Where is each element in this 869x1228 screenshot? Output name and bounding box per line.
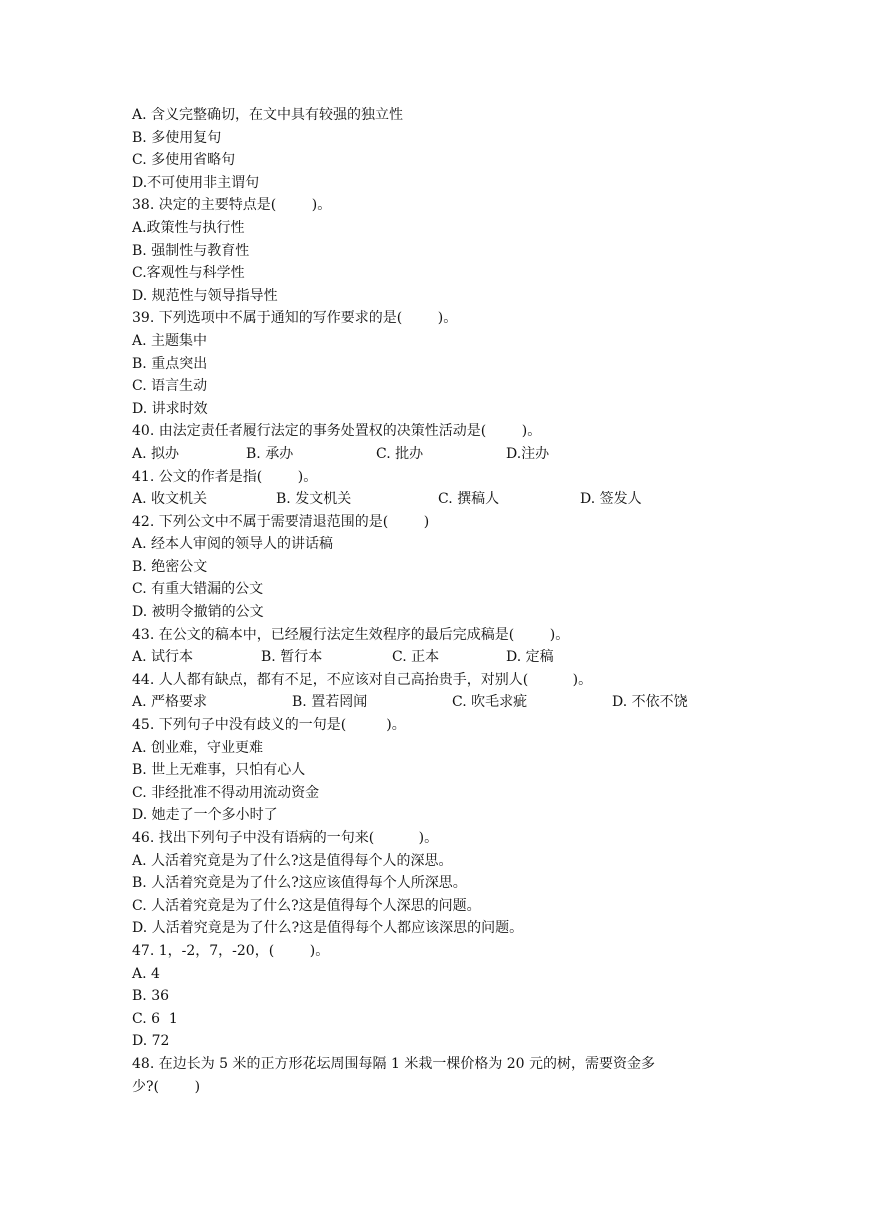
q41-option-a: A. 收文机关: [132, 491, 208, 508]
q41-option-c: C. 撰稿人: [438, 491, 500, 508]
q40-option-d: D.注办: [506, 445, 550, 462]
q38-option-c: C.客观性与科学性: [132, 265, 245, 282]
question-list: [132, 104, 732, 1098]
q47-option-c: C. 6 1: [132, 1010, 178, 1027]
q38-option-a: A.政策性与执行性: [132, 219, 245, 236]
q44-option-c: C. 吹毛求疵: [452, 694, 528, 711]
q42-option-b: B. 绝密公文: [132, 558, 208, 575]
q39-option-d: D. 讲求时效: [132, 400, 208, 417]
q45-option-c: C. 非经批准不得动用流动资金: [132, 784, 320, 801]
q40-options-row: [132, 443, 732, 466]
q38-option-d: D. 规范性与领导指导性: [132, 287, 278, 304]
question-38: 38. 决定的主要特点是( )。: [132, 197, 332, 214]
q47-option-d: D. 72: [132, 1033, 170, 1050]
q42-option-a: A. 经本人审阅的领导人的讲话稿: [132, 536, 334, 553]
question-48-line-1: 48. 在边长为 5 米的正方形花坛周围每隔 1 米栽一棵价格为 20 元的树，需要资金多: [132, 1055, 656, 1072]
q46-option-c: C. 人活着究竟是为了什么?这是值得每个人深思的问题。: [132, 897, 481, 914]
q41-option-d: D. 签发人: [580, 491, 642, 508]
question-46: 46. 找出下列句子中没有语病的一句来( )。: [132, 830, 439, 846]
question-41: 41. 公文的作者是指( )。: [132, 468, 318, 485]
q46-option-d: D. 人活着究竟是为了什么?这是值得每个人都应该深思的问题。: [132, 920, 524, 937]
q47-option-b: B. 36: [132, 988, 170, 1005]
q43-options-row: [132, 646, 732, 669]
question-39: 39. 下列选项中不属于通知的写作要求的是( )。: [132, 310, 458, 327]
question-43: 43. 在公文的稿本中，已经履行法定生效程序的最后完成稿是( )。: [132, 626, 570, 643]
q37-option-d: D.不可使用非主谓句: [132, 174, 260, 191]
q41-options-row: [132, 488, 732, 511]
q47-option-a: A. 4: [132, 965, 160, 982]
question-48-line-2: 少?( ): [132, 1078, 201, 1095]
q46-option-b: B. 人活着究竟是为了什么?这应该值得每个人所深思。: [132, 875, 467, 892]
q45-option-b: B. 世上无难事，只怕有心人: [132, 762, 306, 779]
q39-option-c: C. 语言生动: [132, 378, 208, 395]
question-44: 44. 人人都有缺点，都有不足，不应该对自己高抬贵手，对别人( )。: [132, 671, 593, 688]
q44-option-a: A. 严格要求: [132, 694, 208, 711]
q37-option-c: C. 多使用省略句: [132, 152, 236, 169]
q39-option-b: B. 重点突出: [132, 355, 208, 372]
q40-option-b: B. 承办: [246, 445, 294, 462]
q37-option-a: A. 含义完整确切，在文中具有较强的独立性: [132, 107, 404, 123]
q44-option-b: B. 置若罔闻: [292, 694, 368, 711]
q40-option-c: C. 批办: [376, 445, 424, 462]
q45-option-a: A. 创业难，守业更难: [132, 739, 264, 756]
question-40: 40. 由法定责任者履行法定的事务处置权的决策性活动是( )。: [132, 423, 542, 440]
q43-option-b: B. 暂行本: [261, 649, 323, 666]
q44-options-row: [132, 691, 732, 714]
q44-option-d: D. 不依不饶: [612, 694, 688, 711]
q42-option-d: D. 被明令撤销的公文: [132, 604, 264, 621]
question-42: 42. 下列公文中不属于需要清退范围的是( ): [132, 513, 430, 530]
question-45: 45. 下列句子中没有歧义的一句是( )。: [132, 717, 406, 734]
question-47: 47. 1，-2，7，-20，( )。: [132, 942, 330, 959]
q38-option-b: B. 强制性与教育性: [132, 242, 250, 259]
q42-option-c: C. 有重大错漏的公文: [132, 581, 264, 598]
q43-option-c: C. 正本: [392, 649, 440, 666]
q39-option-a: A. 主题集中: [132, 332, 208, 349]
q43-option-a: A. 试行本: [132, 649, 194, 666]
q40-option-a: A. 拟办: [132, 445, 180, 462]
q43-option-d: D. 定稿: [506, 649, 554, 666]
q45-option-d: D. 她走了一个多小时了: [132, 807, 278, 824]
q46-option-a: A. 人活着究竟是为了什么?这是值得每个人的深思。: [132, 852, 453, 869]
q41-option-b: B. 发文机关: [276, 491, 352, 508]
q37-option-b: B. 多使用复句: [132, 129, 222, 146]
